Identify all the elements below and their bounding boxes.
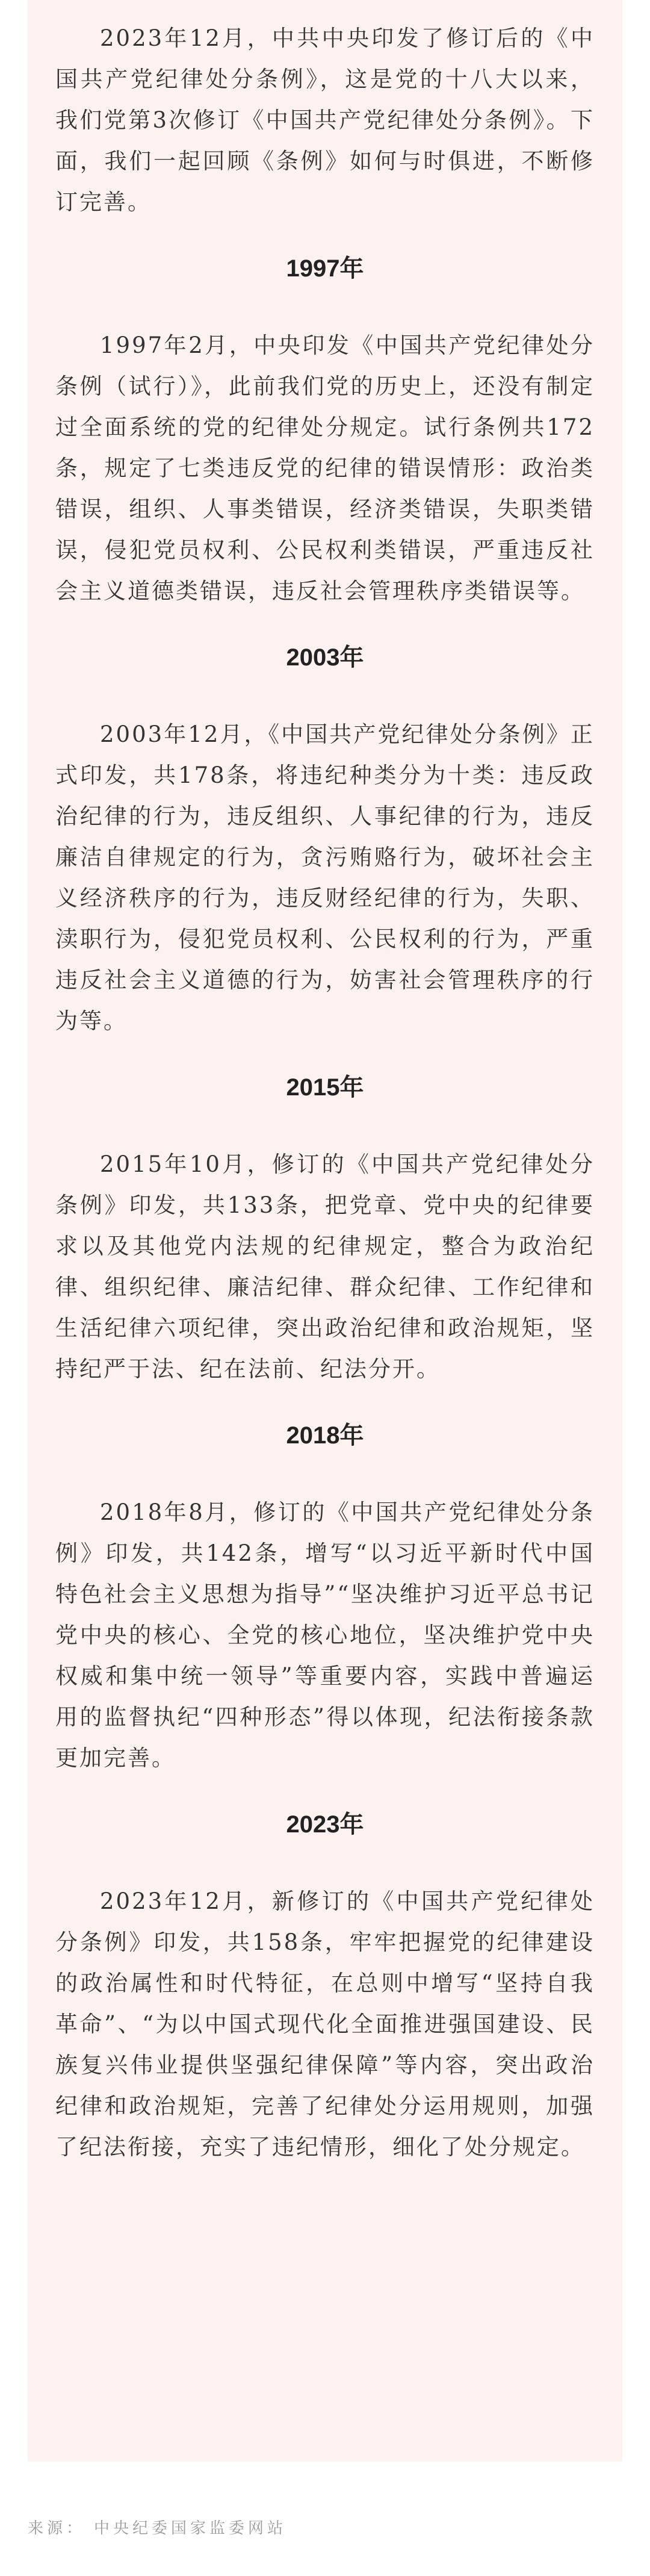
intro-paragraph: 2023年12月，中共中央印发了修订后的《中国共产党纪律处分条例》，这是党的十八大以来，我们党第3次修订《中国共产党纪律处分条例》。下面，我们一起回顾《条例》如何与时俱进，不断修订完善。 xyxy=(55,25,595,215)
section-paragraph: 2015年10月，修订的《中国共产党纪律处分条例》印发，共133条，把党章、党中央的纪律要求以及其他党内法规的纪律规定，整合为政治纪律、组织纪律、廉洁纪律、群众纪律、工作纪律和生活纪律六项纪律，突出政治纪律和政治规矩，坚持纪严于法、纪在法前、纪法分开。 xyxy=(55,1151,595,1382)
spacer xyxy=(55,285,595,325)
section-paragraph: 2003年12月，《中国共产党纪律处分条例》正式印发，共178条，将违纪种类分为十类：违反政治纪律的行为，违反组织、人事纪律的行为，违反廉洁自律规定的行为，贪污贿赂行为，破坏社会主义经济秩序的行为，违反财经纪律的行为，失职、渎职行为，侵犯党员权利、公民权利的行为，严重违反社会主义道德的行为，妨害社会管理秩序的行为等。 xyxy=(55,721,595,1034)
source-label: 来源： xyxy=(28,2519,86,2537)
section-paragraph: 2023年12月，新修订的《中国共产党纪律处分条例》印发，共158条，牢牢把握党的纪律建设的政治属性和时代特征，在总则中增写“坚持自我革命”、“为以中国式现代化全面推进强国建设、民族复兴伟业提供坚强纪律保障”等内容，突出政治纪律和政治规矩，完善了纪律处分运用规则，加强了纪法衔接，充实了违纪情形，细化了处分规定。 xyxy=(55,1888,595,2160)
spacer xyxy=(55,1104,595,1144)
section-paragraph: 2018年8月，修订的《中国共产党纪律处分条例》印发，共142条，增写“以习近平新时代中国特色社会主义思想为指导”“坚决维护习近平总书记党中央的核心、全党的核心地位，坚决维护党中央权威和集中统一领导”等重要内容，实践中普遍运用的监督执纪“四种形态”得以体现，纪法衔接条款更加完善。 xyxy=(55,1499,595,1771)
spacer xyxy=(55,1841,595,1881)
spacer xyxy=(55,1452,595,1492)
source-line xyxy=(28,2516,286,2538)
spacer xyxy=(55,223,595,252)
section-year-heading: 2003年 xyxy=(286,644,364,671)
spacer xyxy=(55,1042,595,1071)
spacer xyxy=(55,1779,595,1808)
section-year-heading: 2018年 xyxy=(286,1422,364,1449)
spacer xyxy=(55,612,595,641)
spacer xyxy=(55,1390,595,1419)
section-year-heading: 2015年 xyxy=(286,1074,364,1101)
section-paragraph: 1997年2月，中央印发《中国共产党纪律处分条例（试行）》，此前我们党的历史上，还没有制定过全面系统的党的纪律处分规定。试行条例共172条，规定了七类违反党的纪律的错误情形：政治类错误，组织、人事类错误，经济类错误，失职类错误，侵犯党员权利、公民权利类错误，严重违反社会主义道德类错误，违反社会管理秩序类错误等。 xyxy=(55,332,595,604)
section-year-heading: 1997年 xyxy=(286,255,364,282)
section-year-heading: 2023年 xyxy=(286,1811,364,1838)
spacer xyxy=(55,674,595,714)
source-name: 中央纪委国家监委网站 xyxy=(94,2519,287,2537)
article-panel xyxy=(28,0,622,2462)
